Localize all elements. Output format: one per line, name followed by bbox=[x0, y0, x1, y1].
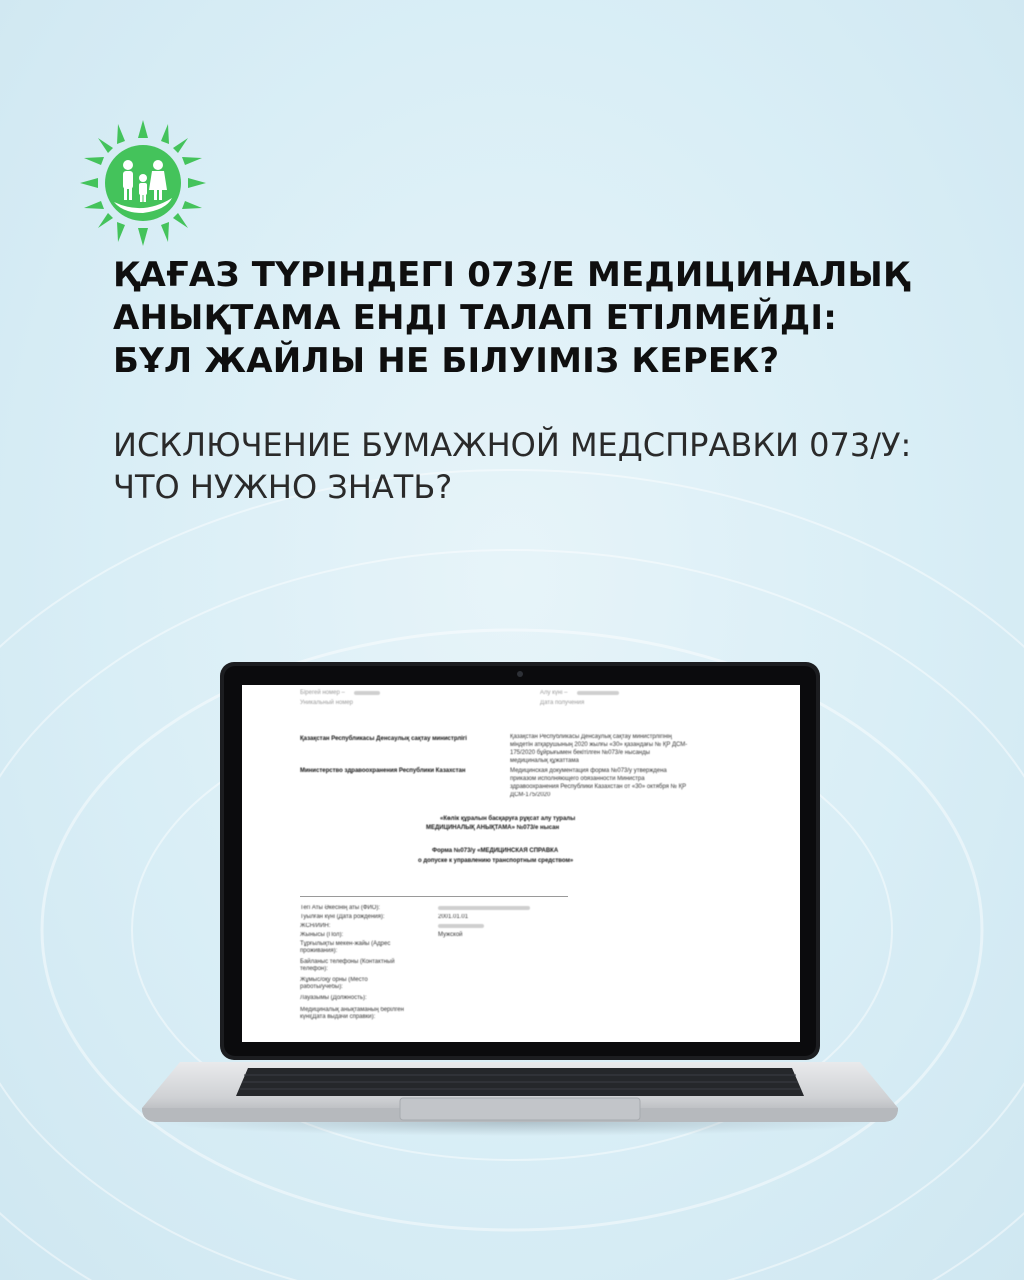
field-value: Мужской bbox=[438, 932, 463, 938]
field-label: Медициналық анықтаманың берілген bbox=[300, 1007, 404, 1013]
receipt-date-sub-label: Дата получения bbox=[540, 700, 585, 706]
order-ru-line: Медицинская документация форма №073/у утверждена bbox=[510, 768, 667, 774]
unique-number-label: Бірегей номер – bbox=[300, 690, 345, 696]
form-title-ru-1: Форма №073/у «МЕДИЦИНСКАЯ СПРАВКА bbox=[432, 848, 559, 854]
field-label: проживания): bbox=[300, 948, 338, 954]
field-label: Туылған күні (Дата рождения): bbox=[300, 914, 385, 920]
headline-line-3: БҰЛ ЖАЙЛЫ НЕ БІЛУІМІЗ КЕРЕК? bbox=[113, 341, 780, 381]
order-ru-line: приказом исполняющего обязанности Министра bbox=[510, 776, 645, 782]
field-label: телефон): bbox=[300, 966, 328, 972]
order-kz-line: 175/2020 бұйрығымен бекітілген №073/е нысанды bbox=[510, 750, 650, 756]
form-title-kz-1: «Көлік құралын басқаруға рұқсат алу туралы bbox=[440, 816, 576, 822]
fields-top-rule bbox=[300, 896, 568, 897]
field-label: Лауазымы (Должность): bbox=[300, 995, 367, 1001]
field-label: Жұмыс/оқу орны (Место bbox=[300, 977, 368, 983]
field-label: Байланыс телефоны (Контактный bbox=[300, 959, 395, 965]
redacted-value bbox=[438, 924, 484, 928]
field-label: Тегі Аты Әкесінің аты (ФИО): bbox=[300, 905, 381, 911]
ministry-name-ru: Министерство здравоохранения Республики Казахстан bbox=[300, 768, 466, 774]
headline-line-1: ҚАҒАЗ ТҮРІНДЕГІ 073/Е МЕДИЦИНАЛЫҚ bbox=[113, 255, 910, 295]
ministry-name-kz: Қазақстан Республикасы Денсаулық сақтау министрлігі bbox=[300, 736, 467, 742]
receipt-date-label: Алу күні – bbox=[540, 690, 568, 696]
headline-kazakh bbox=[113, 254, 933, 383]
redacted-value bbox=[577, 691, 619, 695]
field-label: работы/учебы): bbox=[300, 984, 343, 990]
order-kz-line: Қазақстан Республикасы Денсаулық сақтау министрлігінің bbox=[510, 734, 672, 740]
medical-certificate-document bbox=[242, 685, 800, 1042]
family-sun-logo-icon bbox=[78, 118, 208, 248]
field-label: Тұрғылықты мекен-жайы (Адрес bbox=[300, 941, 391, 947]
subtitle-line-2: ЧТО НУЖНО ЗНАТЬ? bbox=[113, 468, 453, 506]
field-label: күні(Дата выдачи справки): bbox=[300, 1014, 376, 1020]
field-label: ЖСН/ИИН: bbox=[300, 923, 331, 929]
form-title-ru-2: о допуске к управлению транспортным средством» bbox=[418, 858, 574, 864]
field-label: Жынысы (Пол): bbox=[300, 932, 344, 938]
order-ru-line: здравоохранения Республики Казахстан от «30» октября № ҚР bbox=[510, 784, 687, 790]
order-kz-line: міндетін атқарушының 2020 жылғы «30» қазандағы № ҚР ДСМ- bbox=[510, 742, 688, 748]
subtitle-line-1: ИСКЛЮЧЕНИЕ БУМАЖНОЙ МЕДСПРАВКИ 073/У: bbox=[113, 426, 912, 464]
headline-russian bbox=[113, 424, 973, 508]
order-ru-line: ДСМ-175/2020 bbox=[510, 792, 551, 798]
redacted-value bbox=[354, 691, 380, 695]
redacted-value bbox=[438, 906, 530, 910]
unique-number-sub-label: Уникальный номер bbox=[300, 700, 354, 706]
headline-line-2: АНЫҚТАМА ЕНДІ ТАЛАП ЕТІЛМЕЙДІ: bbox=[113, 298, 837, 338]
field-value: 2001.01.01 bbox=[438, 914, 469, 920]
order-kz-line: медициналық құжаттама bbox=[510, 758, 579, 764]
form-title-kz-2: МЕДИЦИНАЛЫҚ АНЫҚТАМА» №073/е нысан bbox=[426, 825, 560, 831]
